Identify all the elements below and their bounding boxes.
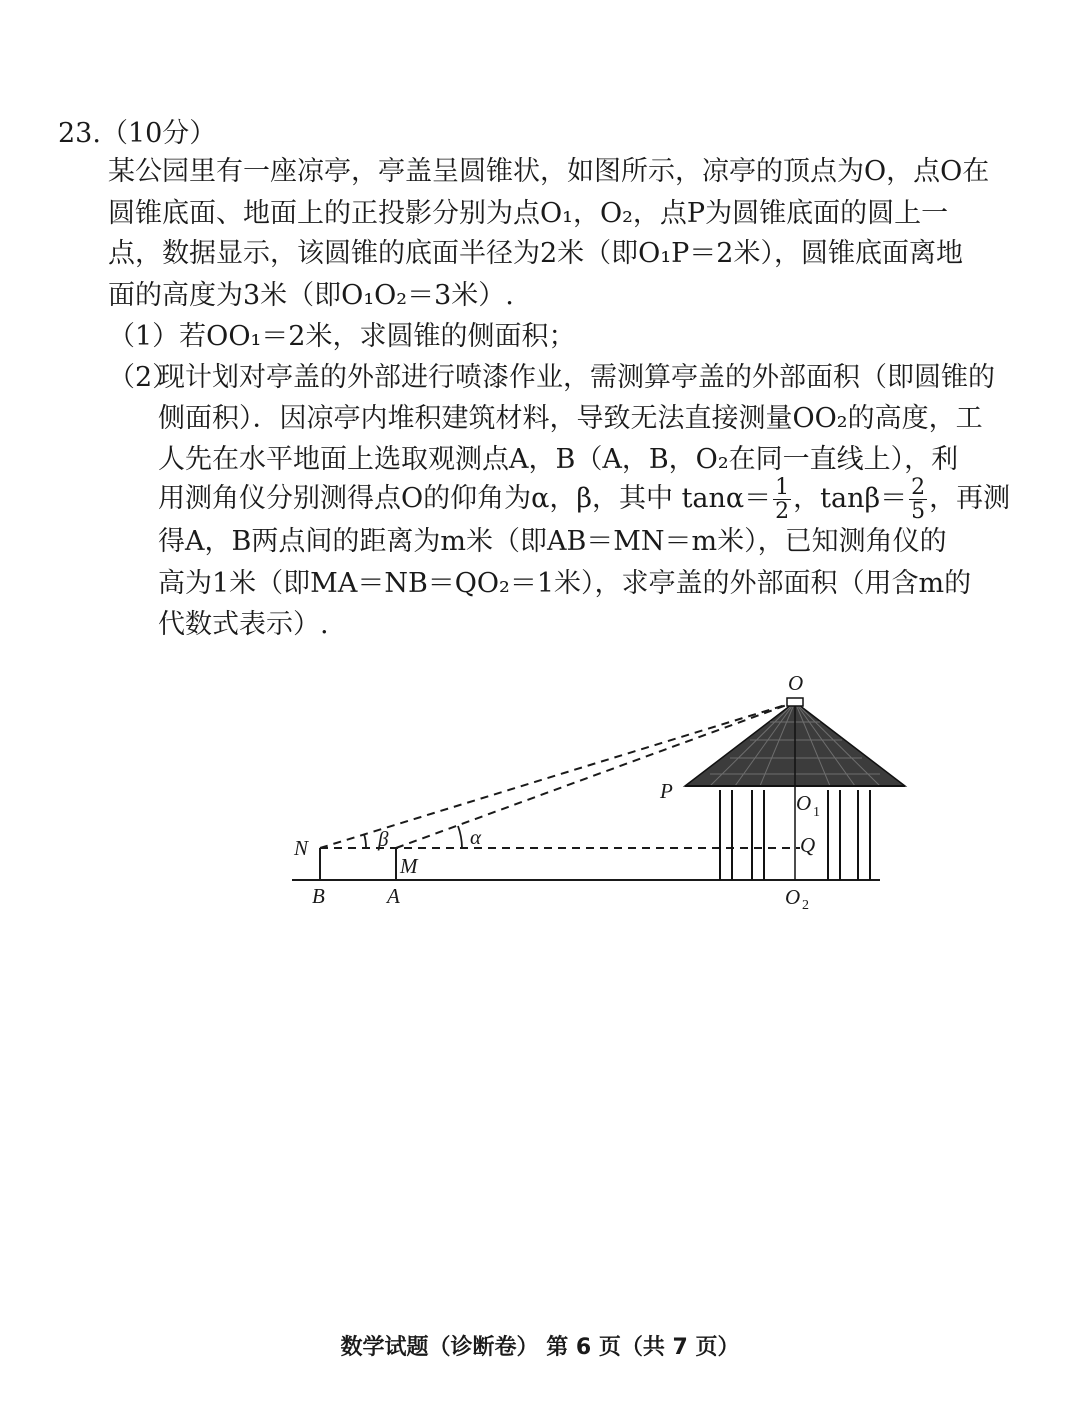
part-2-label: （2） xyxy=(108,362,180,393)
part-2-line-1: 现计划对亭盖的外部进行喷漆作业，需测算亭盖的外部面积（即圆锥的 xyxy=(158,362,995,393)
tan-beta-denominator: 5 xyxy=(911,499,926,525)
question-number: 23. xyxy=(58,118,101,149)
alpha-arc xyxy=(458,826,462,848)
intro-line-3: 点，数据显示，该圆锥的底面半径为2米（即O₁P＝2米），圆锥底面离地 xyxy=(108,238,963,269)
part-2-line-4-end: ，再测 xyxy=(929,483,1011,515)
part-2-line-2: 侧面积）．因凉亭内堆积建筑材料，导致无法直接测量OO₂的高度，工 xyxy=(158,403,983,434)
part-2-line-6: 高为1米（即MA＝NB＝QO₂＝1米），求亭盖的外部面积（用含m的 xyxy=(158,568,972,599)
label-Q: Q xyxy=(800,833,816,857)
intro-line-2: 圆锥底面、地面上的正投影分别为点O₁，O₂，点P为圆锥底面的圆上一 xyxy=(108,198,949,229)
tan-beta-numerator: 2 xyxy=(911,475,926,500)
label-A: A xyxy=(387,884,400,908)
label-beta: β xyxy=(378,827,389,851)
part-2-line-4 xyxy=(158,476,1010,523)
label-N: N xyxy=(294,836,309,860)
part-2-line-3: 人先在水平地面上选取观测点A，B（A，B，O₂在同一直线上），利 xyxy=(158,444,959,475)
label-O1-sub: 1 xyxy=(813,805,820,820)
intro-line-1: 某公园里有一座凉亭，亭盖呈圆锥状，如图所示，凉亭的顶点为O，点O在 xyxy=(108,156,990,187)
question-score: （10分） xyxy=(100,118,217,149)
label-alpha: α xyxy=(470,825,482,849)
tan-alpha-denominator: 2 xyxy=(775,499,790,525)
tan-alpha-fraction xyxy=(773,476,791,523)
intro-line-4: 面的高度为3米（即O₁O₂＝3米）. xyxy=(108,280,514,311)
pavilion-figure xyxy=(280,660,920,920)
beta-arc xyxy=(364,834,366,848)
label-B: B xyxy=(312,884,325,908)
part-2-line-7: 代数式表示）. xyxy=(158,609,329,640)
tan-beta-label: ，tanβ＝ xyxy=(793,483,908,515)
part-1: （1）若OO₁＝2米，求圆锥的侧面积； xyxy=(108,321,576,352)
tan-beta-fraction xyxy=(909,476,927,523)
label-M: M xyxy=(400,854,418,878)
roof-top xyxy=(787,698,803,706)
label-O: O xyxy=(788,671,804,695)
label-O2: O xyxy=(785,885,801,909)
tan-alpha-numerator: 1 xyxy=(775,475,790,500)
part-2-line-4-text: 用测角仪分别测得点O的仰角为α，β，其中 xyxy=(158,483,673,515)
label-O1: O xyxy=(796,791,812,815)
tan-alpha-label: tanα＝ xyxy=(681,483,772,515)
label-O2-sub: 2 xyxy=(802,898,809,913)
page-footer: 数学试题（诊断卷） 第 6 页（共 7 页） xyxy=(340,1335,740,1360)
question-header xyxy=(58,120,216,147)
part-2-line-5: 得A，B两点间的距离为m米（即AB＝MN＝m米），已知测角仪的 xyxy=(158,526,947,557)
label-P: P xyxy=(660,779,673,803)
